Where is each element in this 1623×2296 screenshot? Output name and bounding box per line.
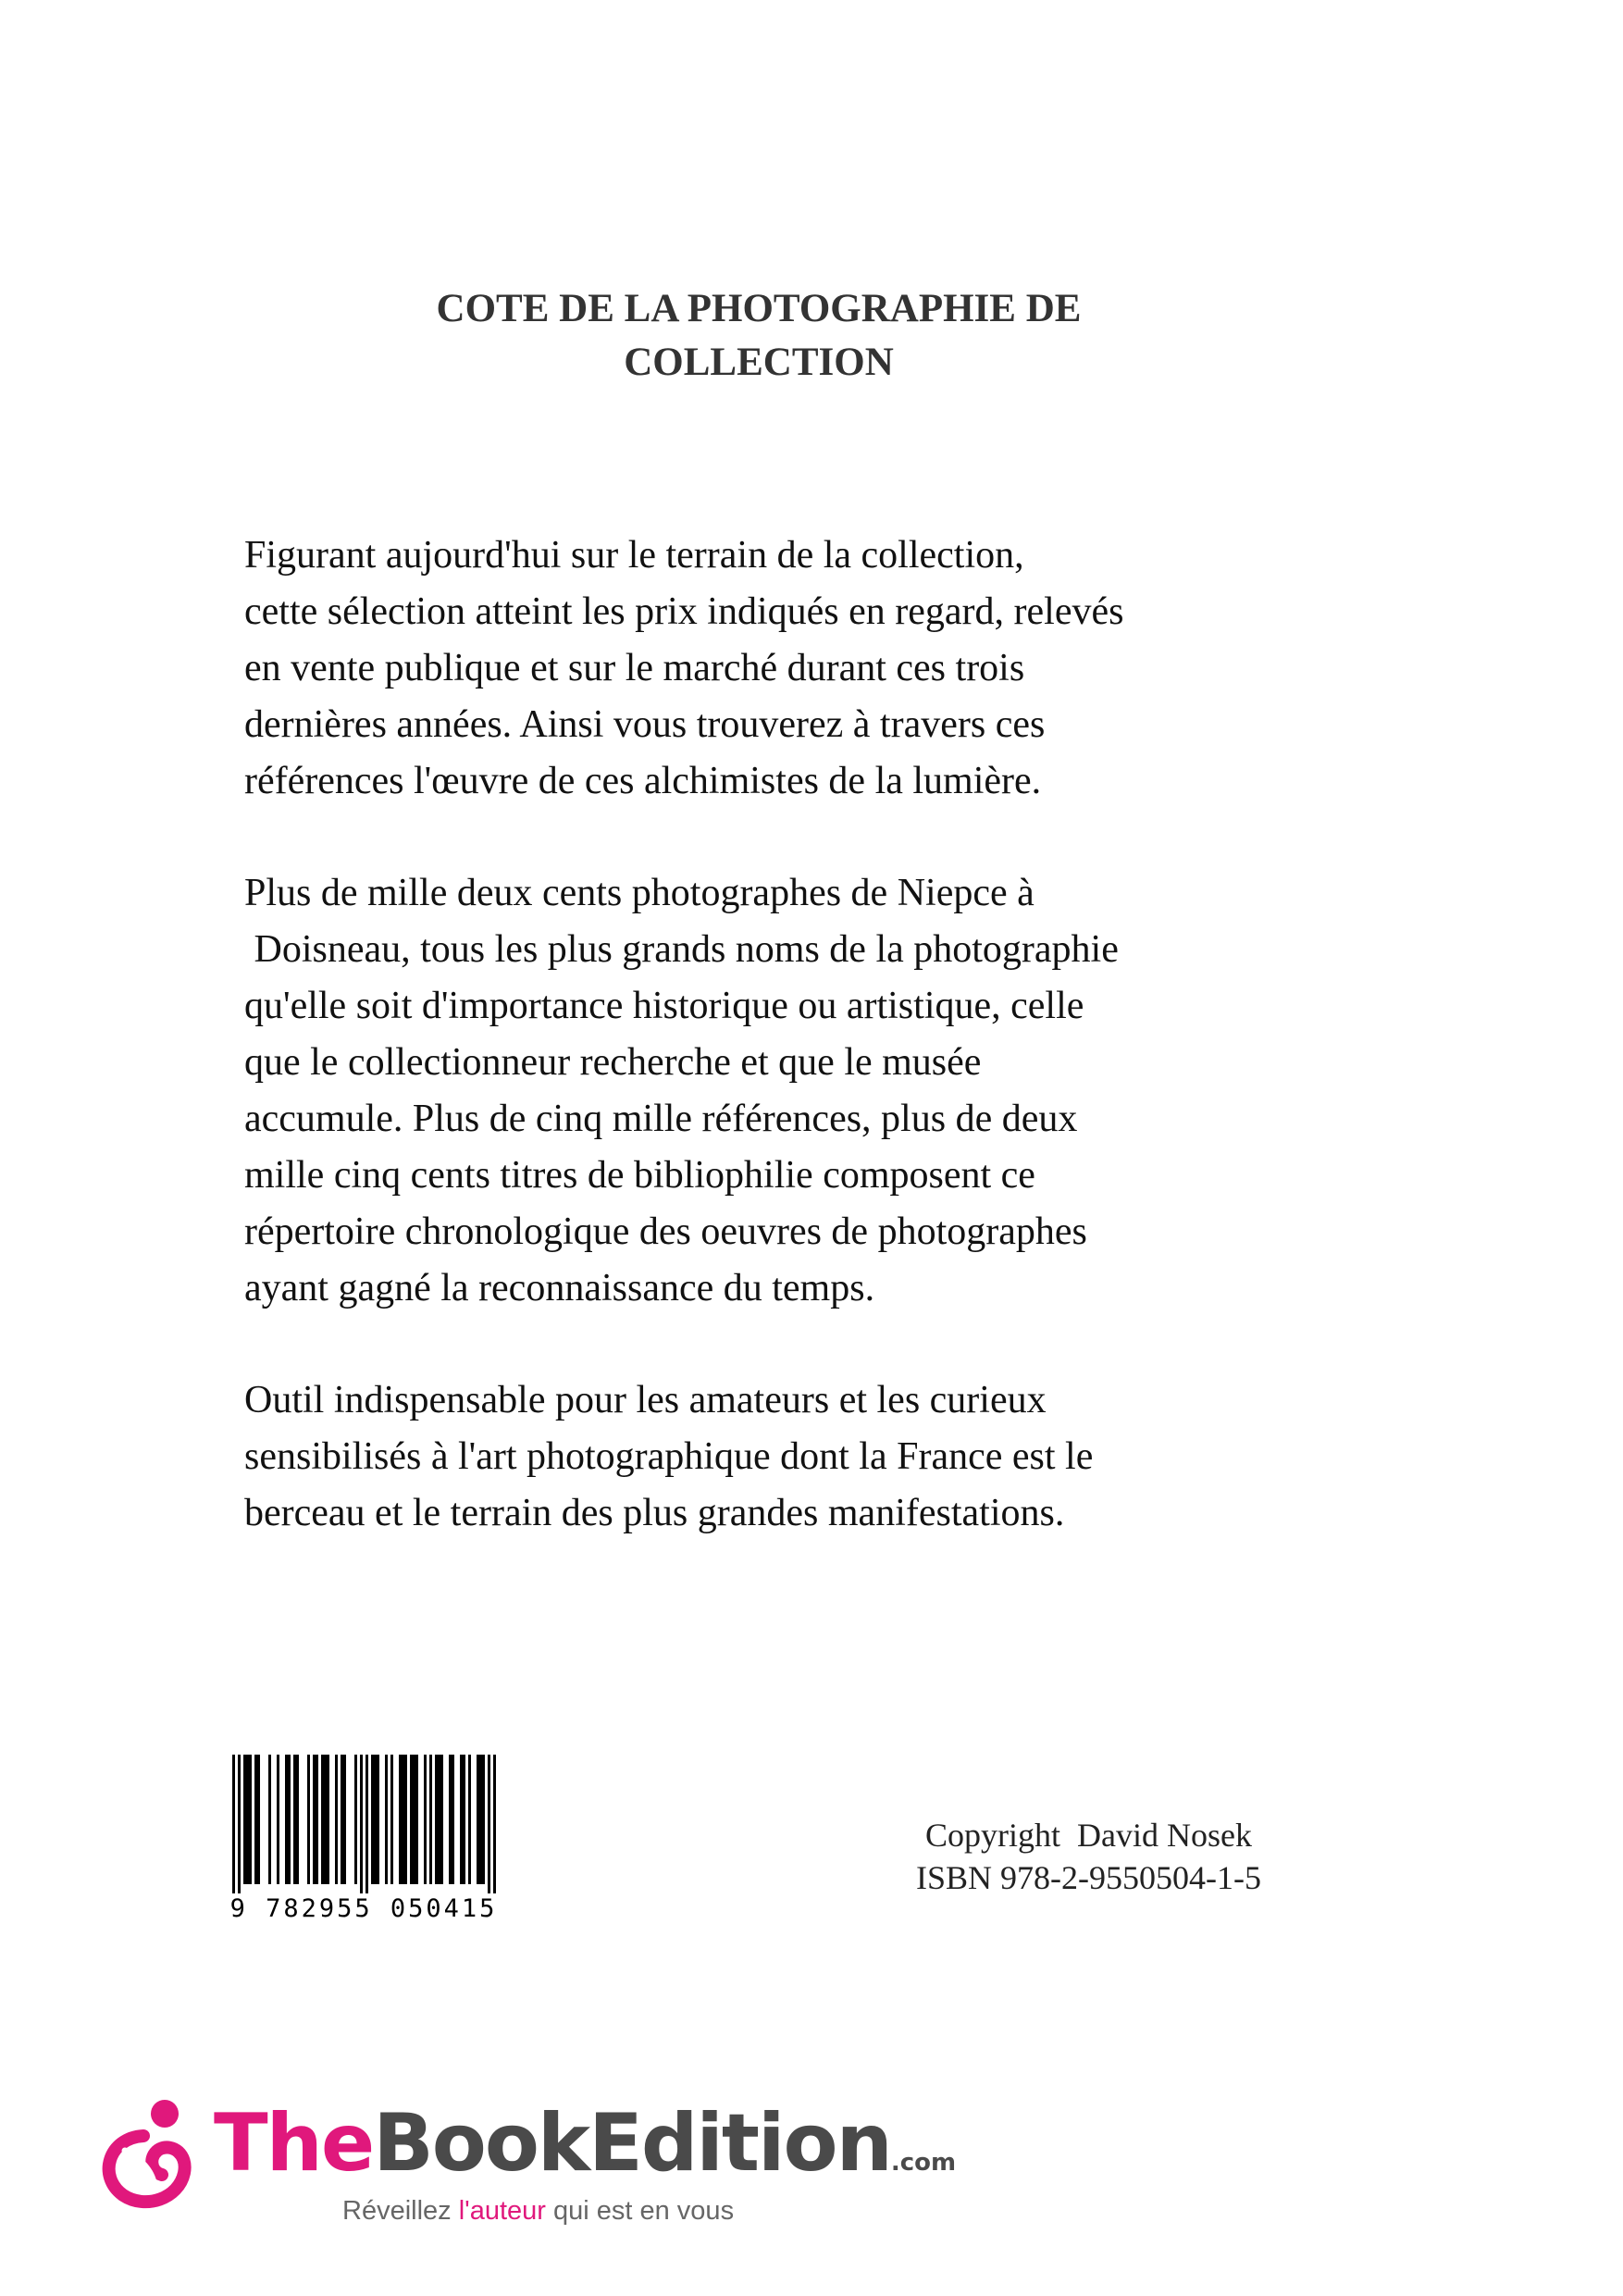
paragraph-line: sensibilisés à l'art photographique dont la France est le	[244, 1435, 1094, 1478]
isbn-barcode	[227, 1755, 501, 1926]
book-title-line-1: COTE DE LA PHOTOGRAPHIE DE	[436, 287, 1082, 330]
barcode-bar	[277, 1755, 279, 1884]
barcode-guard-bar	[238, 1755, 241, 1895]
paragraph-line: répertoire chronologique des oeuvres de photographes	[244, 1210, 1087, 1253]
barcode-bar	[410, 1755, 413, 1884]
publisher-logo	[88, 2091, 957, 2230]
barcode-bar	[341, 1755, 343, 1884]
barcode-bar	[374, 1755, 377, 1884]
paragraph-1	[244, 527, 1392, 810]
barcode-bar	[296, 1755, 299, 1884]
barcode-bar	[327, 1755, 329, 1884]
tagline-end: qui est en vous	[545, 2196, 735, 2226]
paragraph-line: en vente publique et sur le marché durant ces trois	[244, 647, 1025, 689]
barcode-bar	[246, 1755, 249, 1884]
barcode-bar	[404, 1755, 407, 1884]
barcode-guard-bar	[365, 1755, 368, 1895]
person-swirl-icon	[88, 2091, 208, 2212]
paragraph-2	[244, 865, 1392, 1317]
tagline-accent: l'auteur	[458, 2196, 546, 2226]
barcode-bar	[438, 1755, 440, 1884]
barcode-bar	[313, 1755, 316, 1884]
barcode-bar	[482, 1755, 485, 1884]
barcode-bar	[288, 1755, 291, 1884]
publisher-name-part-2: BookEdition	[373, 2097, 891, 2190]
barcode-bar	[460, 1755, 463, 1884]
barcode-bar	[293, 1755, 296, 1884]
barcode-bar	[402, 1755, 404, 1884]
barcode-bar	[377, 1755, 379, 1884]
barcode-bar	[257, 1755, 260, 1884]
barcode-bar	[316, 1755, 318, 1884]
paragraph-3	[244, 1372, 1392, 1542]
barcode-bar	[354, 1755, 357, 1884]
barcode-bar	[415, 1755, 418, 1884]
publisher-name-part-1: The	[214, 2097, 374, 2190]
publisher-domain-suffix: .com	[890, 2149, 957, 2177]
barcode-bar	[249, 1755, 252, 1884]
paragraph-line: accumule. Plus de cinq mille références, plus de deux	[244, 1098, 1078, 1140]
barcode-bar	[268, 1755, 271, 1884]
barcode-bar	[321, 1755, 324, 1884]
barcode-bar	[413, 1755, 415, 1884]
paragraph-line: Figurant aujourd'hui sur le terrain de la collection,	[244, 534, 1024, 577]
paragraph-line: Doisneau, tous les plus grands noms de la photographie	[244, 928, 1119, 971]
paragraph-line: qu'elle soit d'importance historique ou artistique, celle	[244, 985, 1084, 1027]
barcode-bar	[385, 1755, 388, 1884]
barcode-bar	[477, 1755, 479, 1884]
barcode-guard-bar	[488, 1755, 490, 1895]
isbn-number: ISBN 978-2-9550504-1-5	[916, 1859, 1261, 1896]
paragraph-line: mille cinq cents titres de bibliophilie composent ce	[244, 1154, 1035, 1197]
copyright-block	[916, 1814, 1305, 1899]
back-cover-description	[244, 527, 1392, 1597]
barcode-bar	[343, 1755, 346, 1884]
paragraph-line: Plus de mille deux cents photographes de Niepce à	[244, 872, 1035, 914]
barcode-bar	[468, 1755, 471, 1884]
barcode-bar	[463, 1755, 465, 1884]
barcode-bar	[435, 1755, 438, 1884]
copyright-notice: Copyright David Nosek	[925, 1817, 1252, 1854]
barcode-bar	[335, 1755, 338, 1884]
barcode-bar	[440, 1755, 443, 1884]
barcode-bar	[307, 1755, 310, 1884]
barcode-bar	[479, 1755, 482, 1884]
barcode-bar	[452, 1755, 454, 1884]
book-title-line-2: COLLECTION	[624, 341, 894, 384]
barcode-bar	[243, 1755, 246, 1884]
publisher-tagline	[342, 2195, 734, 2227]
paragraph-line: Outil indispensable pour les amateurs et les curieux	[244, 1379, 1047, 1421]
paragraph-line: que le collectionneur recherche et que le musée	[244, 1041, 982, 1084]
book-title	[278, 282, 1240, 390]
barcode-guard-bar	[360, 1755, 363, 1895]
barcode-bar	[429, 1755, 432, 1884]
barcode-bar	[449, 1755, 452, 1884]
barcode-bar	[424, 1755, 427, 1884]
barcode-bar	[324, 1755, 327, 1884]
barcode-digits: 9 782955 050415	[227, 1893, 501, 1925]
paragraph-line: références l'œuvre de ces alchimistes de la lumière.	[244, 760, 1042, 802]
barcode-bar	[399, 1755, 402, 1884]
barcode-bar	[390, 1755, 393, 1884]
paragraph-line: cette sélection atteint les prix indiqués en regard, relevés	[244, 590, 1124, 633]
barcode-guard-bar	[493, 1755, 496, 1895]
barcode-bars	[227, 1755, 501, 1895]
tagline-start: Réveillez	[342, 2196, 459, 2226]
paragraph-line: berceau et le terrain des plus grandes manifestations.	[244, 1492, 1065, 1534]
barcode-bar	[371, 1755, 374, 1884]
paragraph-line: dernières années. Ainsi vous trouverez à travers ces	[244, 703, 1046, 746]
barcode-bar	[285, 1755, 288, 1884]
barcode-guard-bar	[232, 1755, 235, 1895]
paragraph-line: ayant gagné la reconnaissance du temps.	[244, 1267, 875, 1309]
publisher-name	[214, 2099, 956, 2207]
barcode-bar	[254, 1755, 257, 1884]
